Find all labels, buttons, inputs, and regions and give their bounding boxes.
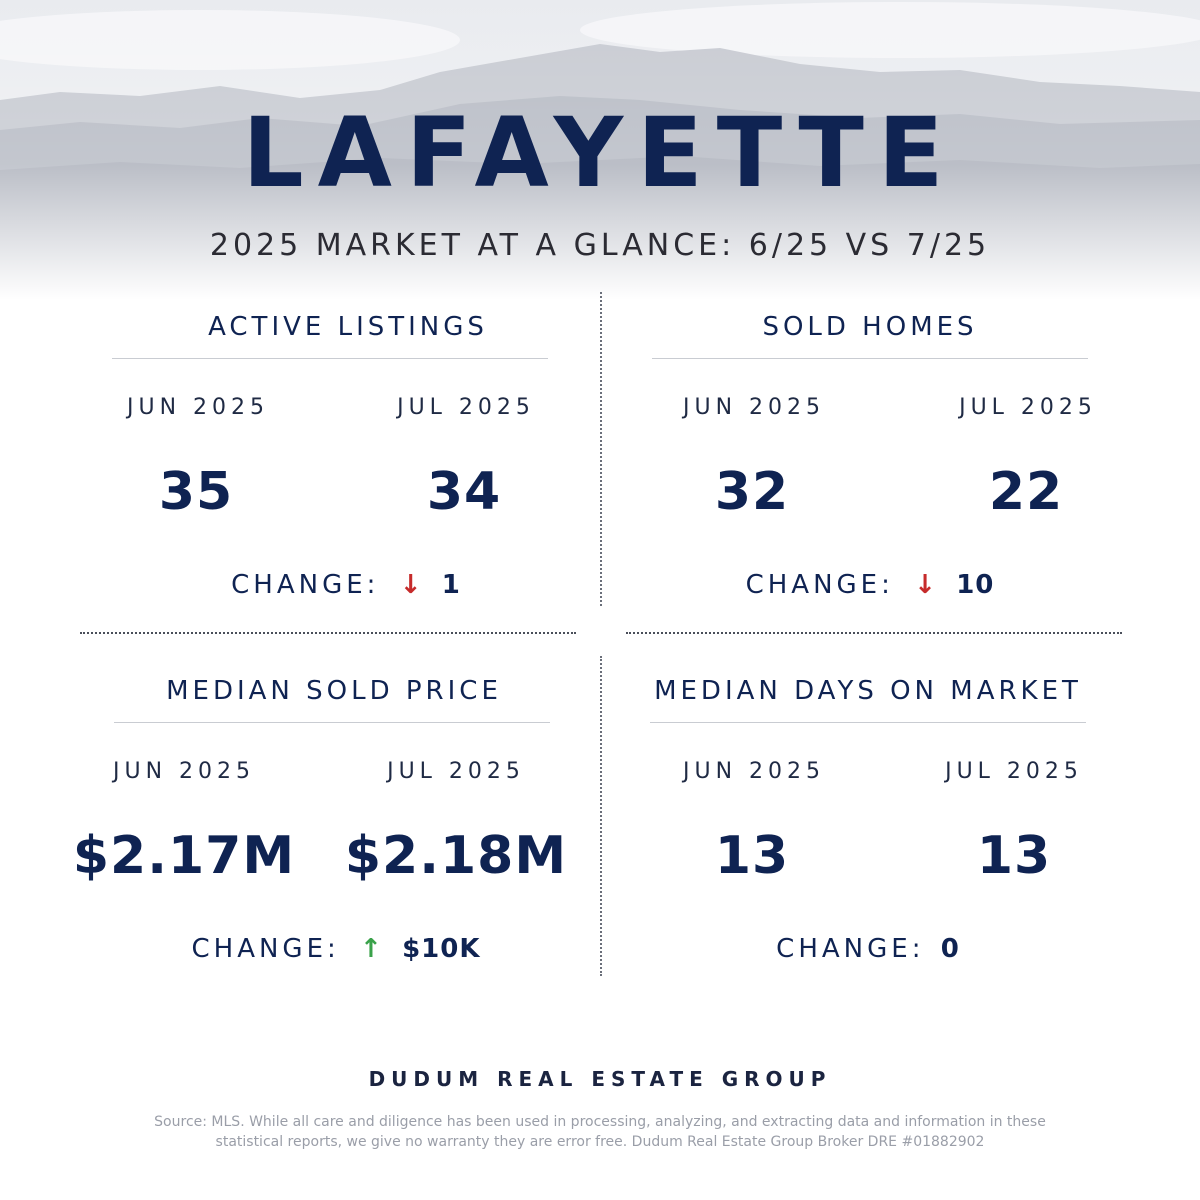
horizontal-divider-left: [80, 632, 576, 634]
change-row: [46, 568, 646, 602]
page-subtitle: 2025 MARKET AT A GLANCE: 6/25 VS 7/25: [209, 228, 991, 263]
source-disclaimer: Source: MLS. While all care and diligence has been used in processing, analyzing, and extracting data and information in these statistical reports, we give no warranty they are error free. Dudum Real Estate Group Broker DRE #01882902: [154, 1114, 1046, 1150]
panel-title-underline: [652, 358, 1088, 359]
month-label-jun: JUN 2025: [112, 759, 256, 784]
panel-median-sold-price: [36, 664, 636, 994]
value-jun: $2.17M: [72, 826, 296, 886]
panel-sold-homes: [570, 300, 1170, 630]
panel-median-days-on-market: [568, 664, 1168, 994]
horizontal-divider-right: [626, 632, 1122, 634]
brand-name: DUDUM REAL ESTATE GROUP: [368, 1067, 832, 1091]
month-label-jul: JUL 2025: [959, 395, 1097, 420]
panel-title: ACTIVE LISTINGS: [208, 312, 488, 342]
change-value: 0: [940, 934, 960, 964]
change-value: $10K: [402, 934, 481, 964]
month-label-jul: JUL 2025: [397, 395, 535, 420]
panel-title-underline: [114, 722, 550, 723]
change-label: CHANGE:: [776, 934, 925, 964]
change-label: CHANGE:: [745, 570, 894, 600]
panel-title: SOLD HOMES: [762, 312, 978, 342]
change-row: [570, 568, 1170, 602]
change-value: 1: [441, 570, 461, 600]
month-label-jul: JUL 2025: [387, 759, 525, 784]
change-value: 10: [956, 570, 995, 600]
change-label: CHANGE:: [191, 934, 340, 964]
panel-active-listings: [48, 300, 648, 630]
panel-title: MEDIAN DAYS ON MARKET: [654, 676, 1082, 706]
month-label-jun: JUN 2025: [682, 395, 826, 420]
arrow-up-icon: ↑: [360, 934, 386, 964]
month-label-jun: JUN 2025: [126, 395, 270, 420]
month-label-jun: JUN 2025: [682, 759, 826, 784]
change-row: [36, 932, 636, 966]
value-jul: 22: [988, 462, 1064, 522]
value-jun: 13: [714, 826, 790, 886]
value-jul: 13: [976, 826, 1052, 886]
change-label: CHANGE:: [231, 570, 380, 600]
value-jul: $2.18M: [344, 826, 568, 886]
value-jun: 35: [158, 462, 234, 522]
panel-title: MEDIAN SOLD PRICE: [166, 676, 502, 706]
page-title: LAFAYETTE: [242, 97, 958, 209]
value-jul: 34: [426, 462, 502, 522]
arrow-down-icon: ↓: [399, 570, 426, 600]
change-row: [568, 932, 1168, 966]
arrow-down-icon: ↓: [914, 570, 940, 600]
panel-title-underline: [112, 358, 548, 359]
value-jun: 32: [714, 462, 790, 522]
panel-title-underline: [650, 722, 1086, 723]
month-label-jul: JUL 2025: [945, 759, 1083, 784]
